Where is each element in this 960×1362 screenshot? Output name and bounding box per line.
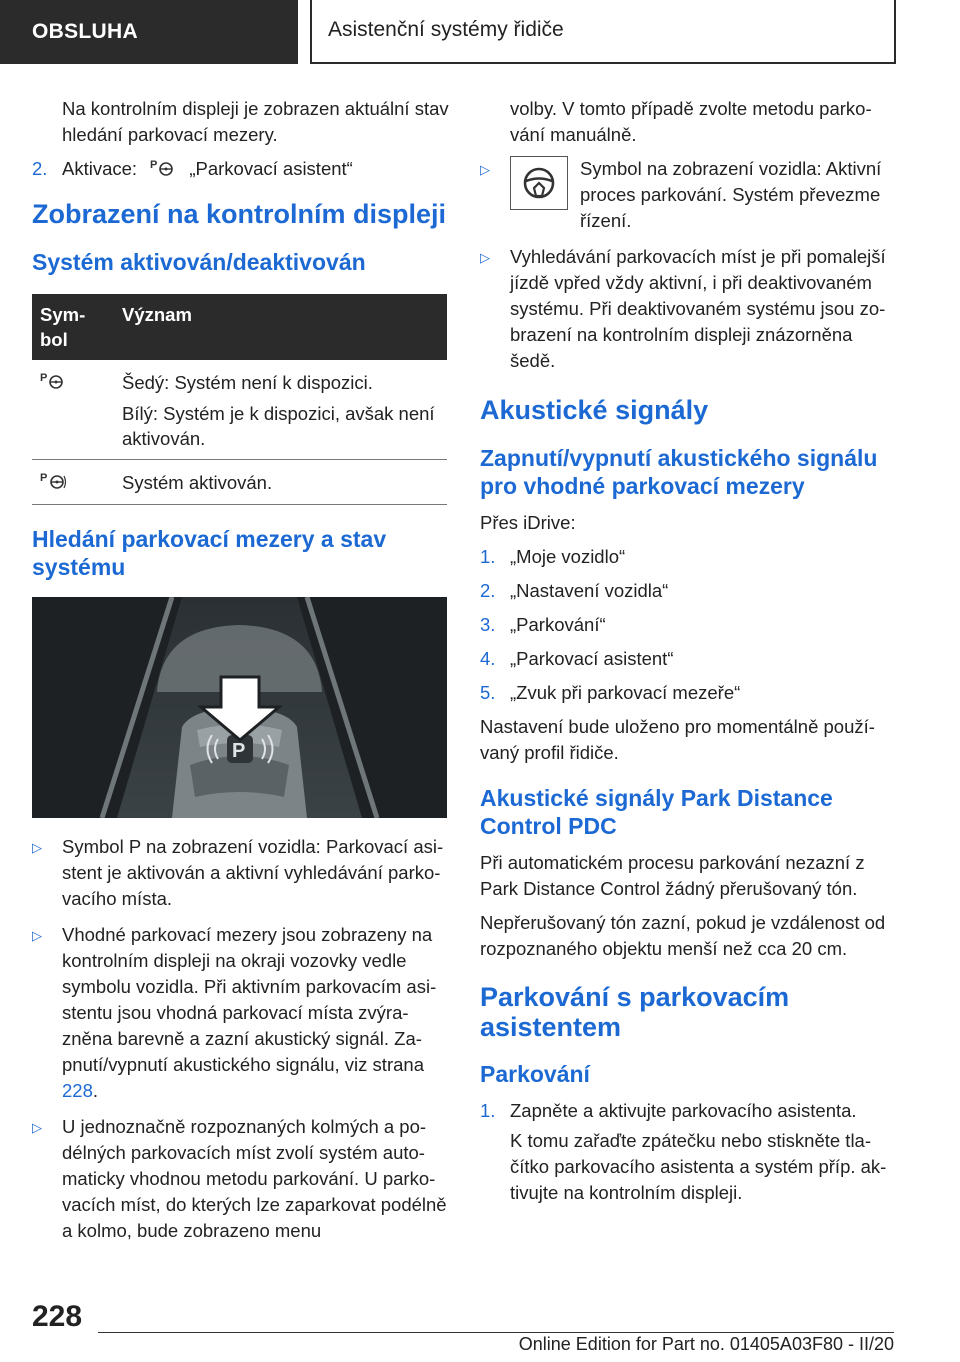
heading-system-status: Systém aktivován/deaktivován: [32, 248, 366, 275]
symbol-table: [32, 294, 447, 505]
list-item: ▷ Vyhledávání parkovacích míst je při pomalejší jízdě vpřed vždy aktivní, i při deaktivovaném systému. Při deaktivovaném systému jsou zo- brazení na kontrolním displeji znázorněna šedě.: [480, 244, 898, 374]
table-header-symbol: Sym- bol: [32, 294, 114, 360]
intro-text: Na kontrolním displeji je zobrazen aktuální stav hledání parkovací mezery.: [62, 98, 449, 145]
right-column: [480, 96, 898, 1214]
heading-parking: Parkování: [480, 1061, 590, 1087]
svg-text:P: P: [150, 158, 158, 171]
parking-display-figure: [32, 597, 447, 818]
step-quote: „Parkovací asistent“: [189, 158, 353, 179]
list-item: 1. Zapněte a aktivujte parkovacího asistenta.: [480, 1100, 857, 1121]
edition-text: Online Edition for Part no. 01405A03F80 - II/20: [518, 1334, 894, 1354]
triangle-bullet-icon: ▷: [32, 839, 42, 855]
footer-divider: [98, 1332, 894, 1333]
svg-text:P: P: [40, 371, 48, 384]
heading-parking-search: Hledání parkovací mezery a stav systému: [32, 525, 387, 580]
idrive-steps: [480, 544, 898, 706]
row1-white: Bílý: Systém je k dispozici, avšak není aktivován.: [122, 402, 435, 449]
table-header-meaning: Význam: [114, 294, 447, 360]
list-item: 3. „Parkování“: [480, 614, 606, 635]
table-row: [32, 360, 447, 460]
via-idrive: Přes iDrive:: [480, 512, 576, 533]
pdc-text-2: Nepřerušovaný tón zazní, pokud je vzdálenost od rozpoznaného objektu menší než cca 20 cm.: [480, 912, 886, 959]
list-item: ▷ Symbol P na zobrazení vozidla: Parkovací asi- stent je aktivován a aktivní vyhledávání parko- vacího místa.: [32, 834, 450, 912]
step-text: Aktivace:: [62, 158, 138, 179]
saved-note: Nastavení bude uloženo pro momentálně použí- vaný profil řidiče.: [480, 716, 875, 763]
heading-acoustic-signals: Akustické signály: [480, 395, 709, 425]
p-symbol: P: [232, 739, 246, 762]
park-assist-icon: [150, 157, 176, 184]
triangle-bullet-icon: ▷: [480, 162, 490, 177]
page-header: [0, 0, 960, 66]
heading-acoustic-toggle: Zapnutí/vypnutí akustického signálu pro vhodné parkovací mezery: [480, 445, 878, 499]
parking-sub-text: K tomu zařaďte zpátečku nebo stiskněte tla- čítko parkovacího asistenta a systém příp. ak- tivujte na kontrolním displeji.: [510, 1130, 887, 1203]
page-footer: [0, 1290, 960, 1362]
list-item: ▷ Symbol na zobrazení vozidla: Aktivní proces parkování. Systém převezme řízení.: [480, 156, 898, 234]
left-column: [32, 96, 450, 1254]
triangle-bullet-icon: ▷: [480, 250, 490, 265]
section-title: OBSLUHA: [0, 0, 298, 64]
page-link[interactable]: 228: [62, 1079, 93, 1101]
continued-text: volby. V tomto případě zvolte metodu parko- vání manuálně.: [510, 98, 872, 145]
row1-gray: Šedý: Systém není k dispozici.: [122, 371, 373, 393]
table-row: [32, 459, 447, 504]
list-item: 1. „Moje vozidlo“: [480, 546, 626, 567]
park-assist-active-icon: [40, 473, 68, 494]
table-header: [32, 294, 447, 360]
chapter-title: Asistenční systémy řidiče: [310, 0, 896, 64]
step-number: 2.: [32, 158, 48, 179]
heading-parking-with-assistant: Parkování s parkovacím asistentem: [480, 982, 790, 1042]
list-item: ▷ Vhodné parkovací mezery jsou zobrazeny na kontrolním displeji na okraji vozovky vedle symbolu vozidla. Při aktivním parkovacím asi- stentu jsou vhodná parkovací místa zvýra- zněna barevně a zazní akustický signál. Za- pnutí/vypnutí akustického signálu, viz strana 228.: [32, 922, 450, 1104]
row2-active: Systém aktivován.: [114, 459, 447, 504]
list-item: 4. „Parkovací asistent“: [480, 648, 674, 669]
step-2: [32, 156, 450, 184]
steering-wheel-icon: [510, 156, 568, 210]
list-item: 2. „Nastavení vozidla“: [480, 580, 669, 601]
heading-pdc: Akustické signály Park Distance Control PDC: [480, 785, 833, 839]
triangle-bullet-icon: ▷: [32, 1119, 42, 1135]
svg-text:P: P: [40, 471, 48, 484]
heading-control-display: Zobrazení na kontrolním displeji: [32, 198, 447, 229]
pdc-text-1: Při automatickém procesu parkování nezazní z Park Distance Control žádný přerušovaný tón.: [480, 852, 865, 899]
list-item: ▷ U jednoznačně rozpoznaných kolmých a po- délných parkovacích míst zvolí systém auto- maticky vhodnou metodu parkování. U parko- vacích míst, do kterých lze zaparkovat podélně a kolmo, bude zobrazeno menu: [32, 1114, 450, 1244]
triangle-bullet-icon: ▷: [32, 927, 42, 943]
park-assist-icon: [40, 373, 66, 394]
list-item: 5. „Zvuk při parkovací mezeře“: [480, 682, 741, 703]
page-number: 228: [32, 1300, 83, 1333]
